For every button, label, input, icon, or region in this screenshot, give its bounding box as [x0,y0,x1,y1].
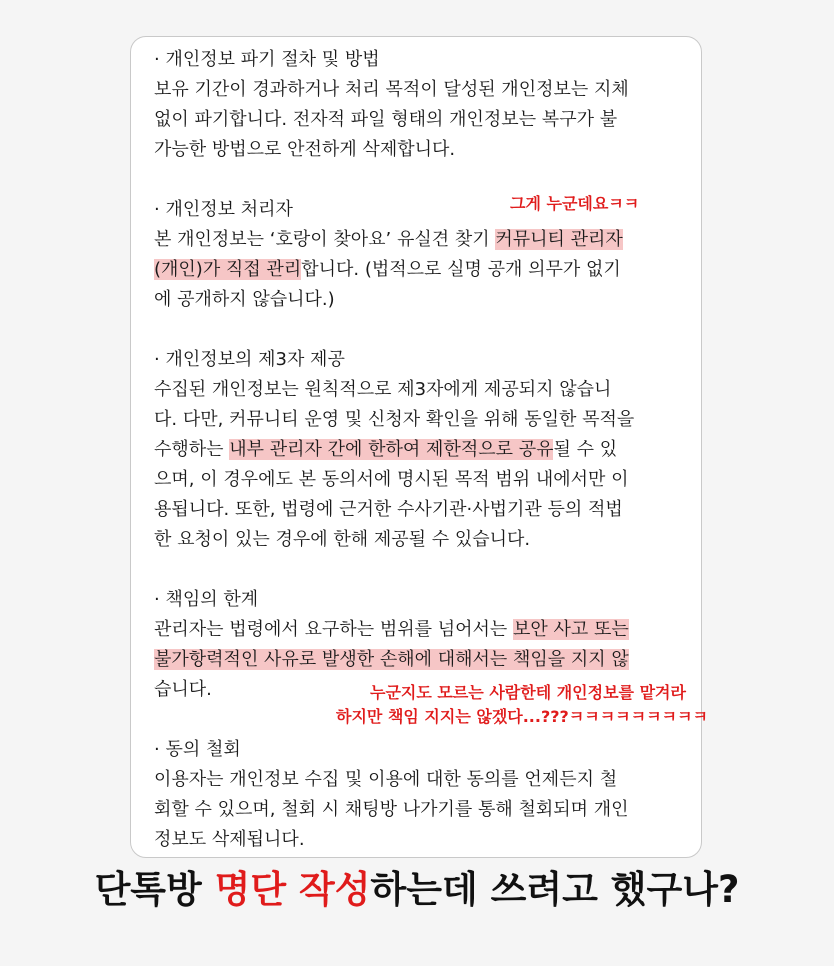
body-text: 관리자는 법령에서 요구하는 범위를 넘어서는 [154,619,513,640]
body-line: 이용자는 개인정보 수집 및 이용에 대한 동의를 언제든지 철 [154,769,618,790]
highlighted-text: 보안 사고 또는 [512,619,629,640]
body-line [154,615,694,645]
body-line [154,255,694,285]
caption-text: 단톡방 [94,868,215,911]
body-text: 합니다. (법적으로 실명 공개 의무가 없기 [301,259,621,280]
section-title: · 동의 철회 [154,739,241,760]
section-title: · 개인정보 파기 절차 및 방법 [154,49,380,70]
body-line: 가능한 방법으로 안전하게 삭제합니다. [154,139,456,160]
section-third-party [154,345,694,555]
section-withdrawal [154,735,694,855]
body-line [154,225,694,255]
section-title: · 개인정보 처리자 [154,199,293,220]
highlighted-text: 불가항력적인 사유로 발생한 손해에 대해서는 책임을 지지 않 [154,649,629,670]
highlighted-text: 커뮤니티 관리자 [495,229,623,250]
highlighted-text: 내부 관리자 간에 한하여 제한적으로 공유 [229,439,554,460]
body-line: 용됩니다. 또한, 법령에 근거한 수사기관·사법기관 등의 적법 [154,499,623,520]
annotation-who: 그게 누군데요ㅋㅋ [510,194,640,213]
body-line: 으며, 이 경우에도 본 동의서에 명시된 목적 범위 내에서만 이 [154,469,629,490]
body-line [154,435,694,465]
body-text: 될 수 있 [553,439,618,460]
body-line: 보유 기간이 경과하거나 처리 목적이 달성된 개인정보는 지체 [154,79,629,100]
body-line: 정보도 삭제됩니다. [154,829,305,850]
body-line: 회할 수 있으며, 철회 시 채팅방 나가기를 통해 철회되며 개인 [154,799,629,820]
annotation-trust-line2: 하지만 책임 지지는 않겠다...???ㅋㅋㅋㅋㅋㅋㅋㅋㅋ [336,707,708,726]
body-text: 본 개인정보는 ‘호랑이 찾아요’ 유실견 찾기 [154,229,496,250]
body-line: 수집된 개인정보는 원칙적으로 제3자에게 제공되지 않습니 [154,379,612,400]
caption-text: 하는데 쓰려고 했구나? [370,868,740,911]
body-line: 에 공개하지 않습니다.) [154,289,335,310]
body-line [154,645,694,675]
highlighted-text: (개인)가 직접 관리 [154,259,302,280]
caption-red-text: 명단 작성 [214,868,371,911]
section-title: · 책임의 한계 [154,589,259,610]
body-line: 습니다. [154,679,212,700]
section-title: · 개인정보의 제3자 제공 [154,349,345,370]
section-destruction [154,45,694,165]
meme-caption [0,862,834,918]
body-text: 수행하는 [154,439,230,460]
body-line: 없이 파기합니다. 전자적 파일 형태의 개인정보는 복구가 불 [154,109,618,130]
annotation-trust-line1: 누군지도 모르는 사람한테 개인정보를 맡겨라 [370,683,686,702]
body-line: 한 요청이 있는 경우에 한해 제공될 수 있습니다. [154,529,531,550]
body-line: 다. 다만, 커뮤니티 운영 및 신청자 확인을 위해 동일한 목적을 [154,409,635,430]
